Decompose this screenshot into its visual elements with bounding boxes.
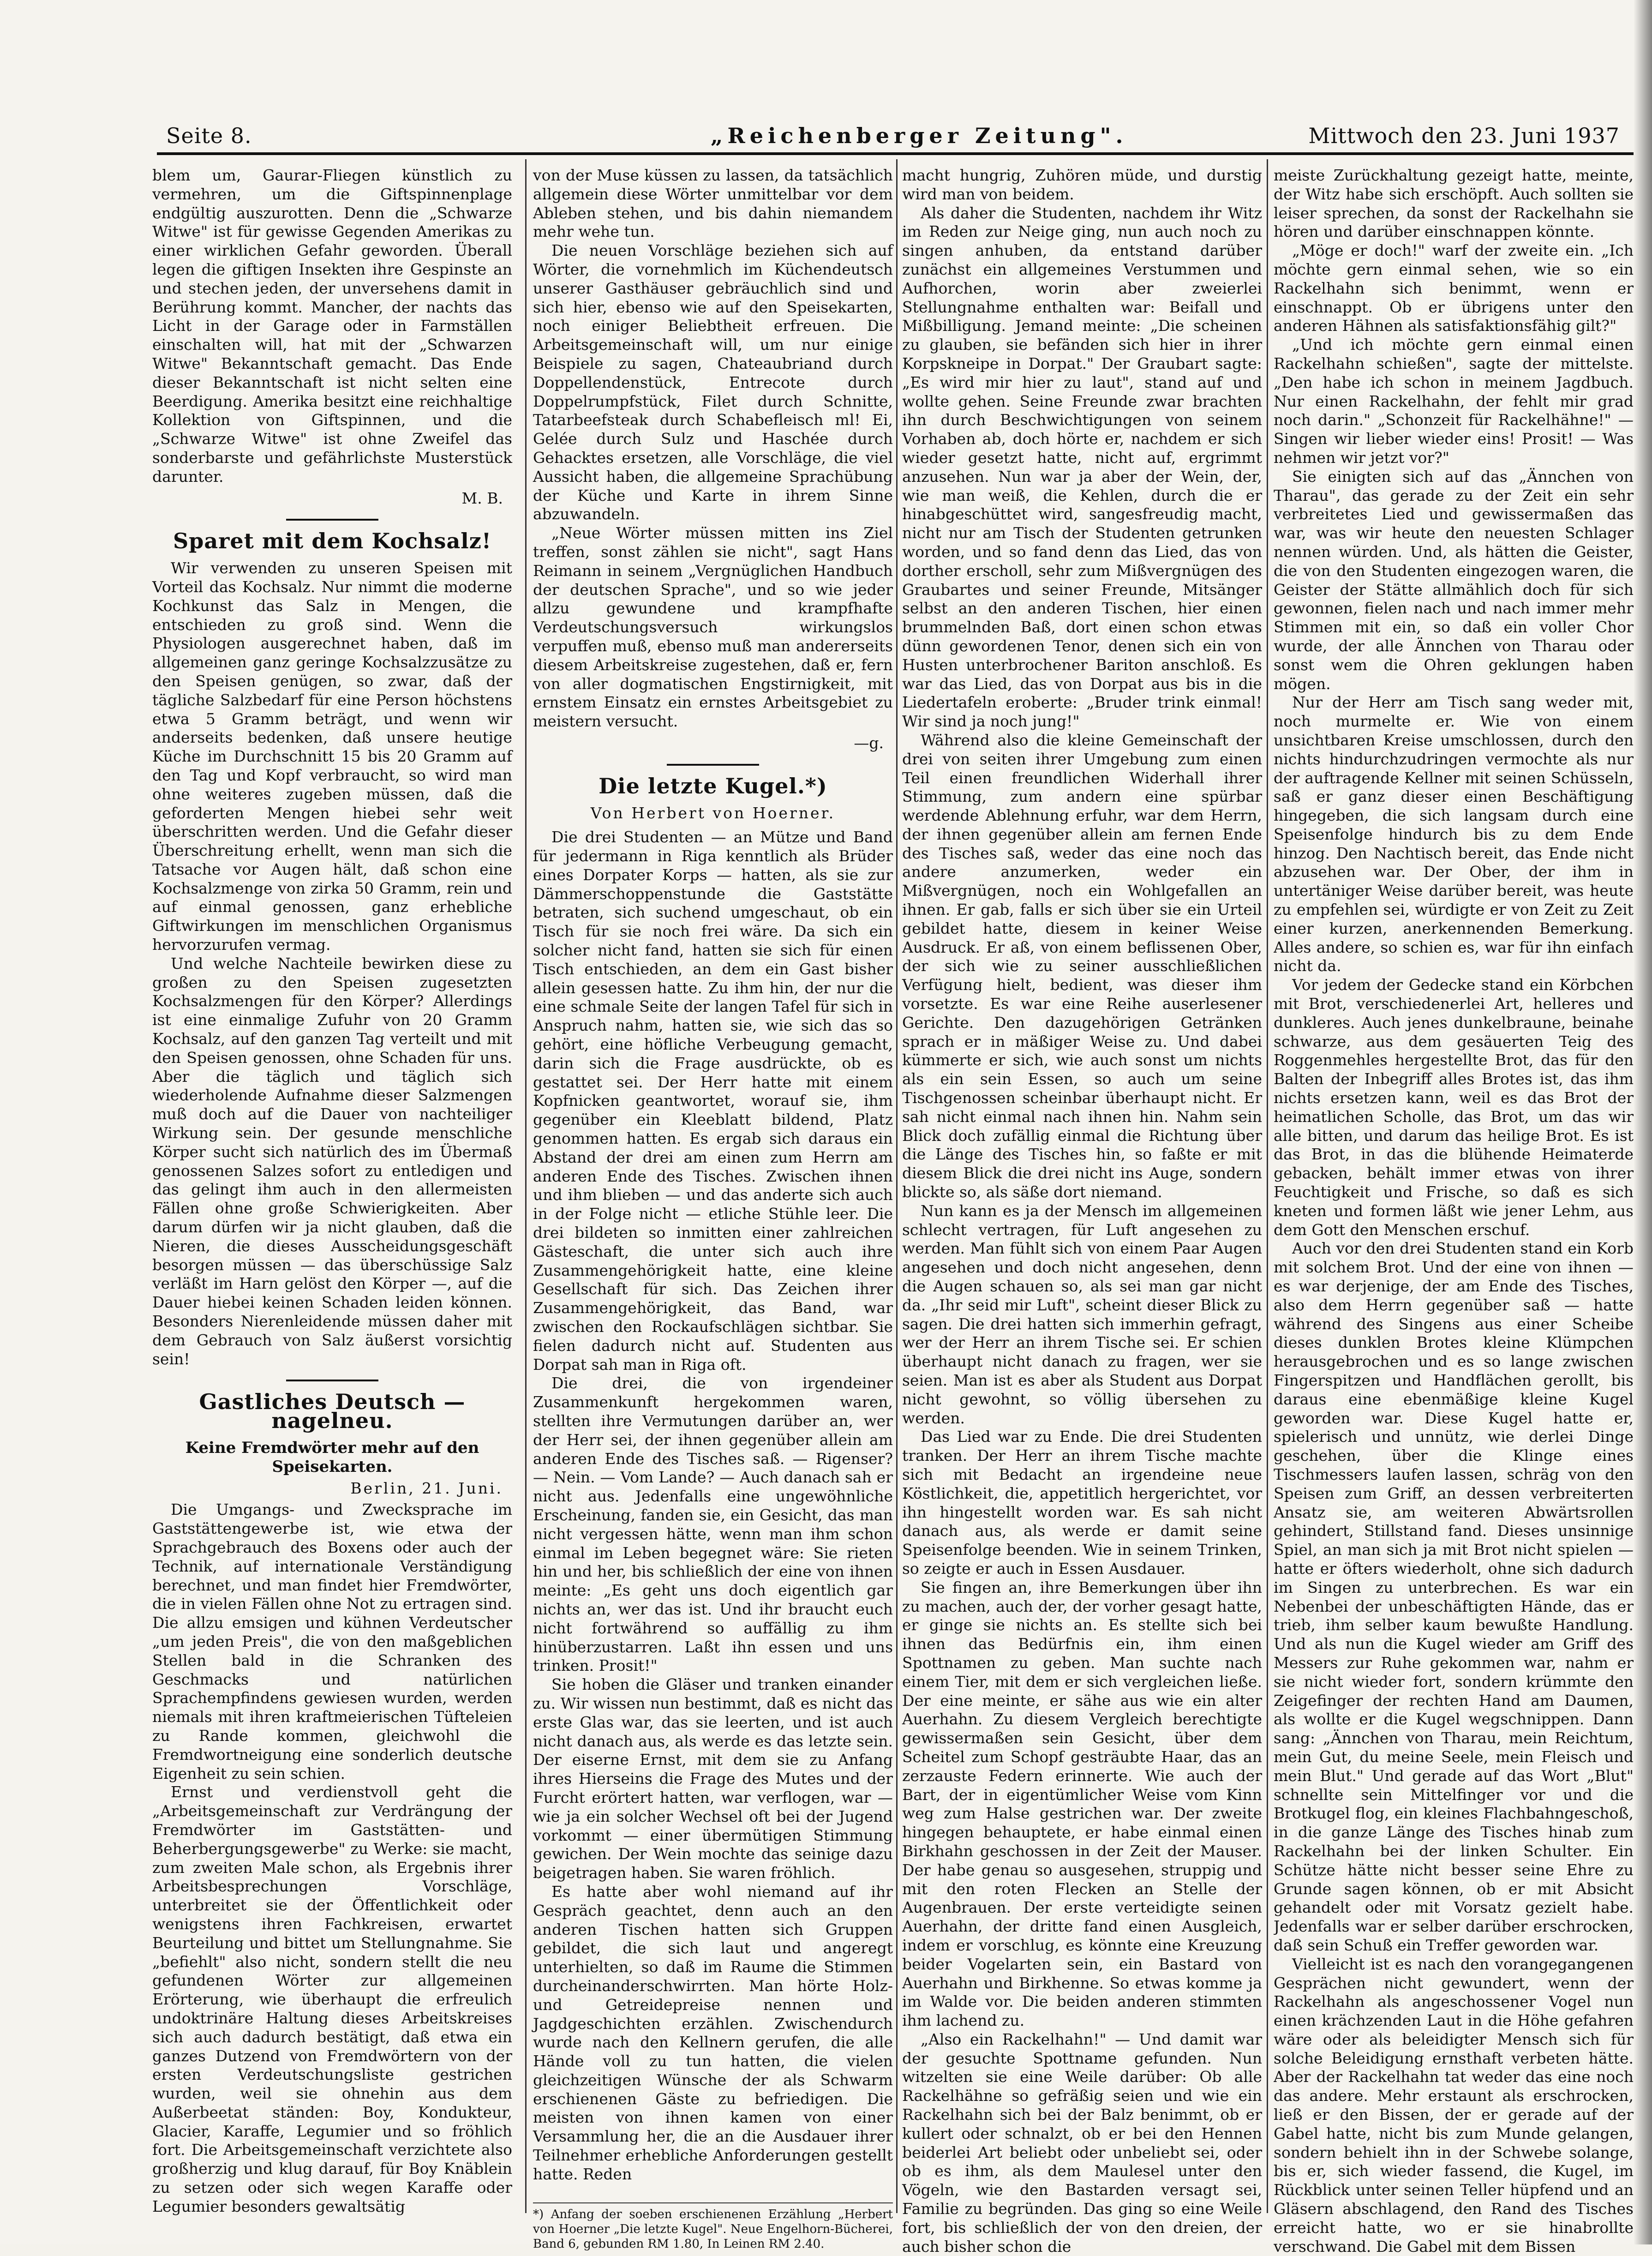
article-subtitle: Keine Fremdwörter mehr auf den Speisekarten. (185, 1439, 479, 1476)
story-paragraph: Sie fingen an, ihre Bemerkungen über ihn zu machen, auch der, der vorher gesagt hatte, er ginge sie nichts an. Es stellte sich bei ihnen das Bedürfnis ein, ihm einen Spottnamen zu geben. Man suchte nach einem Tier, mit dem er sich vergleichen ließe. Der eine meinte, er sähe aus wie ein alter Auerhahn. Zu diesem Vergleich berechtigte gewissermaßen sein Gesicht, über dem Scheitel zum Schopf gesträubte Haar, das an zerzauste Federn erinnerte. Wie auch der Bart, der in eigentümlicher Weise vom Kinn weg zum Halse gestrichen war. Der zweite hingegen behauptete, er habe einmal einen Birkhahn geschossen in der Zeit der Mauser. Der habe genau so ausgesehen, struppig und mit den roten Flecken an Stelle der Augenbrauen. Der erste verteidigte seinen Auerhahn, der dritte fand einen Ausgleich, indem er vorschlug, es könnte eine Kreuzung beider Vogelarten sein, ein Bastard von Auerhahn und Birkhenne. So etwas komme ja im Walde vor. Die beiden anderen stimmten ihm lachend zu. (902, 1578, 1262, 2030)
story-paragraph: Die drei Studenten — an Mütze und Band für jedermann in Riga kenntlich als Brüder eines Dorpater Korps — hatten, als sie zur Dämmerschoppenstunde die Gaststätte betraten, sich suchend umgeschaut, ob ein Tisch für sie noch frei wäre. Da sich ein solcher nicht fand, hatten sie sich für einen Tisch entschieden, an dem ein Gast bisher allein gesessen hatte. Zu ihm hin, der nur die eine schmale Seite der langen Tafel für sich in Anspruch nahm, hatten sie, wie sich das so gehört, eine höfliche Verbeugung gemacht, darin sich die Frage ausdrückte, ob es gestattet sei. Der Herr hatte mit einem Kopfnicken geantwortet, worauf sie, ihm gegenüber ein Kleeblatt bildend, Platz genommen hatten. Es ergab sich daraus ein Abstand der drei am einen zum Herrn am anderen Ende des Tisches. Zwischen ihnen und ihm blieben — und das anderte sich auch in der Folge nicht — etliche Stühle leer. Die drei bildeten so inmitten einer zahlreichen Gästeschaft, die unter sich auch ihre Zusammengehörigkeit hatte, eine kleine Gesellschaft für sich. Das Zeichen ihrer Zusammengehörigkeit, das Band, war zwischen den Rockaufschlägen sichtbar. Sie fielen dadurch nicht auf. Studenten aus Dorpat sah man in Riga oft. (533, 828, 893, 1374)
article-paragraph: Die neuen Vorschläge beziehen sich auf Wörter, die vornehmlich im Küchendeutsch unserer Gasthäuser gebräuchlich sind und sich hier, ebenso wie auf den Speisekarten, noch einiger Beliebtheit erfreuen. Die Arbeitsgemeinschaft will, um nur einige Beispiele zu sagen, Chateaubriand durch Doppellendenstück, Entrecote durch Doppelrumpfstück, Filet durch Schnitte, Tatarbeefsteak durch Schabefleisch ml! Ei, Gelée durch Sulz und Haschée durch Gehacktes ersetzen, alle Vorschläge, die viel Aussicht haben, die allgemeine Sprachübung der Küche und Karte in ihrem Sinne abzuwandeln. (533, 241, 893, 523)
article-paragraph: „Neue Wörter müssen mitten ins Ziel treffen, sonst zählen sie nicht", sagt Hans Reimann in seinem „Vergnüglichen Handbuch der deutschen Sprache", und so wie jeder allzu gewundene und krampfhafte Verdeutschungsversuch wirkungslos verpuffen muß, ebenso muß man andererseits diesem Arbeitskreise zugestehen, daß er, fern von aller dogmatischen Engstirnigkeit, mit ernstem Einsatz ein ernstes Arbeitsgebiet zu meistern versucht. (533, 524, 893, 731)
story-paragraph: meiste Zurückhaltung gezeigt hatte, meinte, der Witz habe sich erschöpft. Auch sollten sie leiser sprechen, da sonst der Rackelhahn sie hören und darüber einschnappen könnte. (1274, 166, 1634, 241)
article-paragraph: Und welche Nachteile bewirken diese zu großen zu den Speisen zugesetzten Kochsalzmengen für den Körper? Allerdings ist eine einmalige Zufuhr von 20 Gramm Kochsalz, auf den ganzen Tag verteilt und mit den Speisen genossen, ohne Schaden für uns. Aber die täglich und täglich sich wiederholende Aufnahme dieser Salzmengen muß doch auf die Dauer von nachteiliger Wirkung sein. Der gesunde menschliche Körper sucht sich natürlich des im Übermaß genossenen Salzes sofort zu entledigen und das gelingt ihm auch in den allermeisten Fällen ohne große Schwierigkeiten. Aber darum dürfen wir ja nicht glauben, daß die Nieren, die dieses Ausscheidungsgeschäft besorgen müssen — das überschüssige Salz verläßt im Harn gelöst den Körper —, auf die Dauer hiebei keinen Schaden leiden können. Besonders Nierenleidende müssen daher mit dem Gebrauch von Salz äußerst vorsichtig sein! (152, 954, 512, 1368)
story-paragraph: Es hatte aber wohl niemand auf ihr Gespräch geachtet, denn auch an den anderen Tischen hatten sich Gruppen gebildet, die sich laut und angeregt unterhielten, so daß im Raume die Stimmen durcheinanderschwirrten. Man hörte Holz- und Getreidepreise nennen und Jagdgeschichten erzählen. Zwischendurch wurde nach den Kellnern gerufen, die alle Hände voll zu tun hatten, die vielen gleichzeitigen Wünsche der als Schwarm erschienenen Gäste zu befriedigen. Die meisten von ihnen kamen von einer Versammlung her, die an die Ausdauer ihrer Teilnehmer erhebliche Anforderungen gestellt hatte. Reden (533, 1882, 893, 2183)
article-dateline: Berlin, 21. Juni. (350, 1479, 503, 1497)
story-paragraph: Die drei, die von irgendeiner Zusammenkunft hergekommen waren, stellten ihre Vermutungen darüber an, wer der Herr sei, der ihnen gegenüber allein am anderen Ende des Tisches saß. — Rigenser? — Nein. — Vom Lande? — Auch danach sah er nicht aus. Jedenfalls eine ungewöhnliche Erscheinung, fanden sie, ein Gesicht, das man nicht vergessen hätte, wenn man ihm schon einmal im Leben begegnet wäre: Sie rieten hin und her, bis schließlich der eine von ihnen meinte: „Es geht uns doch eigentlich gar nichts an, wer das ist. Und ihr braucht euch nicht fortwährend so auffällig zu ihm hinüberzustarren. Laßt ihn essen und uns trinken. Prosit!" (533, 1374, 893, 1675)
footnote: *) Anfang der soeben erschienenen Erzählung „Herbert von Hoerner „Die letzte Kugel". Neue Engelhorn-Bücherei, Band 6, gebunden RM 1.80, In Leinen RM 2.40. (533, 2202, 893, 2251)
story-paragraph: „Und ich möchte gern einmal einen Rackelhahn schießen", sagte der mittelste. „Den habe ich schon in meinem Jagdbuch. Nur einen Rackelhahn, der fehlt mir grad noch darin." „Schonzeit für Rackelhähne!" — Singen wir lieber wieder eins! Prosit! — Was nehmen wir jetzt vor?" (1274, 336, 1634, 467)
page-number: Seite 8. (166, 123, 252, 148)
page-header (166, 118, 1620, 155)
article-title-german: Gastliches Deutsch — nagelneu. (199, 1389, 466, 1434)
story-paragraph: Vielleicht ist es nach den vorangegangenen Gesprächen nicht gewundert, wenn der Rackelhahn als angeschossener Vogel nun einen krächzenden Laut in die Höhe gefahren wäre oder als beleidigter Mensch sich für solche Beleidigung ernsthaft verbeten hätte. Aber der Rackelhahn tat weder das eine noch das andere. Mehr erstaunt als erschrocken, ließ er den Bissen, der er gerade auf der Gabel hatte, nicht bis zum Munde gelangen, sondern behielt ihn in der Schwebe solange, bis er, sich wieder fassend, die Kugel, im Rückblick unter seinen Teller hüpfend und an Gläsern abschlagend, den Rand des Tisches erreicht hatte, wo er sie hinabrollte verschwand. Die Gabel mit dem Bissen (1274, 1955, 1634, 2256)
article-signature: M. B. (461, 489, 503, 507)
story-byline: Von Herbert von Hoerner. (590, 804, 836, 822)
story-paragraph: Das Lied war zu Ende. Die drei Studenten tranken. Der Herr an ihrem Tische machte sich mit Bedacht an irgendeine neue Köstlichkeit, die, appetitlich hergerichtet, vor ihn hingestellt worden war. Es sah nicht danach aus, als werde er damit seine Speisenfolge beenden. Wie in seinem Trinken, so zeigte er auch in Essen Ausdauer. (902, 1428, 1262, 1578)
column-4 (1274, 166, 1634, 2256)
article-continuation: blem um, Gaurar-Fliegen künstlich zu vermehren, um die Giftspinnenplage endgültig auszurotten. Denn die „Schwarze Witwe" ist für gewisse Gegenden Amerikas zu einer wirklichen Gefahr geworden. Überall legen die giftigen Insekten ihre Gespinste an und stechen jeden, der unversehens damit in Berührung kommt. Mancher, der nachts das Licht in der Garage oder in Farmställen einschalten will, hat mit der „Schwarzen Witwe" Bekanntschaft gemacht. Das Ende dieser Bekanntschaft ist nicht selten eine Beerdigung. Amerika besitzt eine reichhaltige Kollektion von Giftspinnen, und die „Schwarze Witwe" ist ohne Zweifel das sonderbarste und gefährlichste Musterstück darunter. (152, 166, 512, 486)
column-3 (902, 166, 1262, 2256)
column-divider (896, 159, 898, 2213)
issue-date: Mittwoch den 23. Juni 1937 (1308, 123, 1620, 148)
article-signature: —g. (854, 733, 884, 752)
story-paragraph: „Möge er doch!" warf der zweite ein. „Ich möchte gern einmal sehen, wie so ein Rackelhahn sich benimmt, wenn er einschnappt. Ob er übrigens unter den anderen Hähnen als satisfaktionsfähig gilt?" (1274, 241, 1634, 335)
section-rule (286, 1380, 378, 1381)
story-paragraph: Während also die kleine Gemeinschaft der drei von seiten ihrer Umgebung zum einen Teil einen freundlichen Widerhall ihrer Stimmung, zum andern eine spürbar werdende Ablehnung erfuhr, war dem Herrn, der ihnen gegenüber allein am fernen Ende des Tisches saß, weder das eine noch das andere anzumerken, weder ein Mißvergnügen, noch ein Wohlgefallen an ihnen. Er gab, falls er sich über sie ein Urteil gebildet hatte, diesem in keiner Weise Ausdruck. Er aß, von einem beflissenen Ober, der sich wie zu seiner ausschließlichen Verfügung hielt, bedient, was dieser ihm vorsetzte. Es war eine Reihe auserlesener Gerichte. Den dazugehörigen Getränken sprach er in mäßiger Weise zu. Und dabei kümmerte er sich, wie auch sonst um nichts als ein sein Essen, so auch um seine Tischgenossen scheinbar überhaupt nicht. Er sah nicht einmal nach ihnen hin. Nahm sein Blick doch zufällig einmal die Richtung über die Länge des Tisches hin, so faßte er mit diesem Blick die drei nicht ins Auge, sondern blickte so, als säße dort niemand. (902, 731, 1262, 1201)
article-paragraph: Die Umgangs- und Zwecksprache im Gaststättengewerbe ist, wie etwa der Sprachgebrauch des Boxens oder auch der Technik, auf internationale Verständigung berechnet, und man findet hier Fremdwörter, die in vielen Fällen ohne Not zu ertragen sind. Die allzu emsigen und kühnen Verdeutscher „um jeden Preis", die von den maßgeblichen Stellen bald in die Schranken des Geschmacks und natürlichen Sprachempfindens gewiesen wurden, werden niemals mit ihren kraftmeierischen Tüfteleien zu Rande kommen, gleichwohl die Fremdwortneigung eine sonderlich deutsche Eigenheit zu sein schien. (152, 1500, 512, 1782)
column-divider (1267, 159, 1268, 2213)
story-paragraph: Auch vor den drei Studenten stand ein Korb mit solchem Brot. Und der eine von ihnen — es war derjenige, der am Ende des Tisches, also dem Herrn gegenüber saß — hatte während des Singens aus einer Scheibe dieses dunklen Brotes kleine Klümpchen herausgebrochen und es so lange zwischen Fingerspitzen und Handflächen gerollt, bis daraus eine ebenmäßige kleine Kugel geworden war. Diese Kugel hatte er, spielerisch und unnütz, wie derlei Dinge geschehen, über die Klinge eines Tischmessers laufen lassen, schräg von den Speisen zum Griff, an dessen verbreiterten Ansatz sie, am weiteren Abwärtsrollen gehindert, Stillstand fand. Dieses unsinnige Spiel, an man sich ja mit Brot nicht spielen — hatte er öfters wiederholt, ohne sich dadurch im Singen zu unterbrechen. Es war ein Nebenbei der unbeschäftigten Hände, das er trieb, ihm selber kaum bewußte Handlung. Und als nun die Kugel wieder am Griff des Messers zur Ruhe gekommen war, nahm er sie nicht wieder fort, sondern krümmte den Zeigefinger der rechten Hand am Daumen, als wollte er die Kugel wegschnippen. Dann sang: „Ännchen von Tharau, mein Reichtum, mein Gut, du meine Seele, mein Fleisch und mein Blut." Und gerade auf das Wort „Blut" schnellte sein Mittelfinger vor und die Brotkugel flog, ein kleines Flachbahngeschoß, in die ganze Länge des Tisches hinab zum Rackelhahn bei der linken Schulter. Ein Schütze hätte nicht besser seine Ehre zu Grunde sagen können, ob er mit Absicht gehandelt oder mit Vorsatz gezielt habe. Jedenfalls war er selber darüber erschrocken, daß sein Schuß ein Treffer geworden war. (1274, 1239, 1634, 1954)
column-2 (533, 166, 893, 2251)
column-1 (152, 166, 512, 2216)
story-paragraph: Nun kann es ja der Mensch im allgemeinen schlecht vertragen, für Luft angesehen zu werden. Man fühlt sich von einem Paar Augen angesehen und doch nicht angesehen, denn die Augen schauen so, als sei man gar nicht da. „Ihr seid mir Luft", scheint dieser Blick zu sagen. Die drei hatten sich immerhin gefragt, wer der Herr an ihrem Tische sei. Er schien überhaupt nicht danach zu fragen, wer sie seien. Man ist es aber als Student aus Dorpat nicht gewohnt, so völlig übersehen zu werden. (902, 1201, 1262, 1427)
section-rule (667, 764, 759, 766)
masthead: „Reichenberger Zeitung". (711, 123, 1128, 148)
article-continuation: von der Muse küssen zu lassen, da tatsächlich allgemein diese Wörter unmittelbar vor dem Ableben stehen, und bis dahin niemandem mehr wehe tun. (533, 166, 893, 241)
article-title-salt: Sparet mit dem Kochsalz! (173, 528, 492, 554)
story-paragraph: Nur der Herr am Tisch sang weder mit, noch murmelte er. Wie von einem unsichtbaren Kreise umschlossen, durch den nichts hindurchzudringen vermochte als nur der auftragende Kellner mit seinen Schüsseln, saß er ganz dieser einen Beschäftigung hingegeben, die sich langsam durch eine Speisenfolge hindurch bis zu dem Ende hinzog. Den Nachtisch bereit, das Ende nicht abzusehen war. Der Ober, der ihm in untertäniger Weise darüber bereit, was heute zu empfehlen sei, würdigte er von Zeit zu Zeit einer kurzen, anerkennenden Bemerkung. Alles andere, so schien es, war für ihn einfach nicht da. (1274, 693, 1634, 975)
article-paragraph: Wir verwenden zu unseren Speisen mit Vorteil das Kochsalz. Nur nimmt die moderne Kochkunst das Salz in Mengen, die entschieden zu groß sind. Wenn die Physiologen ausgerechnet haben, daß im allgemeinen ganz geringe Kochsalzzusätze zu den Speisen genügen, so zwar, daß der tägliche Salzbedarf für eine Person höchstens etwa 5 Gramm beträgt, und wenn wir anderseits bedenken, daß unsere heutige Küche im Durchschnitt 15 bis 20 Gramm auf den Tag und Kopf verbraucht, so wird man ohne weiteres zugeben müssen, daß die geforderten Mengen hiebei sehr weit überschritten werden. Und die Gefahr dieser Überschreitung erhellt, wenn man sich die Tatsache vor Augen hält, daß schon eine Kochsalzmenge von zirka 50 Gramm, rein und auf einmal genossen, ganz erhebliche Giftwirkungen im menschlichen Organismus hervorzurufen vermag. (152, 559, 512, 954)
column-divider (525, 159, 527, 2213)
story-paragraph: macht hungrig, Zuhören müde, und durstig wird man von beidem. (902, 166, 1262, 203)
scan-edge-shadow (1634, 0, 1652, 2244)
story-paragraph: „Also ein Rackelhahn!" — Und damit war der gesuchte Spottname gefunden. Nun witzelten sie eine Weile darüber: Ob alle Rackelhähne so gefräßig seien und wie ein Rackelhahn sich bei der Balz benimmt, ob er kullert oder schnalzt, ob er bei den Hennen beiderlei Art beliebt oder unbeliebt sei, oder ob es ihm, als dem Maulesel unter den Vögeln, wie den Bastarden versagt sei, Familie zu begründen. Das ging so eine Weile fort, bis schließlich der von den dreien, der auch bisher schon die (902, 2030, 1262, 2256)
story-paragraph: Sie einigten sich auf das „Ännchen von Tharau", das gerade zu der Zeit ein sehr verbreitetes Lied und gewissermaßen das war, was wir heute den neuesten Schlager nennen würden. Und, als hätten die Geister, die von den Studenten eingezogen waren, die Geister der Stätte allmählich doch für sich gewonnen, fielen nach und nach immer mehr Stimmen mit ein, so daß ein voller Chor wurde, der alle Ännchen von Tharau oder sonst wem die Ohren geklungen haben mögen. (1274, 467, 1634, 693)
story-paragraph: Als daher die Studenten, nachdem ihr Witz im Reden zur Neige ging, nun auch noch zu singen anhuben, da entstand darüber zunächst ein allgemeines Verstummen und Aufhorchen, worin aber zweierlei Stellungnahme enthalten war: Beifall und Mißbilligung. Jemand meinte: „Die scheinen zu glauben, sie befänden sich hier in ihrer Korpskneipe in Dorpat." Der Graubart sagte: „Es wird mir hier zu laut", stand auf und wollte gehen. Seine Freunde zwar brachten ihn durch Beschwichtigungen von seinem Vorhaben ab, doch hörte er, nachdem er sich wieder gesetzt hatte, nicht auf, ergrimmt anzusehen. Nun war ja aber der Wein, der, wie man weiß, die Kehlen, durch die er hinabgeschüttet wird, sangesfreudig macht, nicht nur am Tisch der Studenten getrunken worden, und so fand denn das Lied, das von dorther erscholl, sehr zum Mißvergnügen des Graubartes und seiner Freunde, Mitsänger selbst an den anderen Tischen, hier einen brummelnden Baß, dort einen schon etwas dünn gewordenen Tenor, denen sich ein von Husten unterbrochener Bariton anschloß. Es war das Lied, das von Dorpat aus bis in die Liedertafeln eroberte: „Bruder trink einmal! Wir sind ja noch jung!" (902, 204, 1262, 731)
story-paragraph: Sie hoben die Gläser und tranken einander zu. Wir wissen nun bestimmt, daß es nicht das erste Glas war, das sie leerten, und ist auch nicht danach aus, als werde es das letzte sein. Der eiserne Ernst, mit dem sie zu Anfang ihres Hierseins die Frage des Mutes und der Furcht erörtert hatten, war verflogen, war — wie ja ein solcher Wechsel oft bei der Jugend vorkommt — einer übermütigen Stimmung gewichen. Der Wein mochte das seinige dazu beigetragen haben. Sie waren fröhlich. (533, 1675, 893, 1882)
header-rule (157, 152, 1634, 155)
article-paragraph: Ernst und verdienstvoll geht die „Arbeitsgemeinschaft zur Verdrängung der Fremdwörter im Gaststätten- und Beherbergungsgewerbe" zu Werke: sie macht, zum zweiten Male schon, als Ergebnis ihrer Arbeitsbesprechungen Vorschläge, unterbreitet sie der Öffentlichkeit oder wenigstens ihren Fachkreisen, erwartet Beurteilung und bittet um Stellungnahme. Sie „befiehlt" also nicht, sondern stellt die neu gefundenen Wörter zur allgemeinen Erörterung, wie überhaupt die erfreulich undoktrinäre Haltung dieses Arbeitskreises sich auch dadurch bestätigt, daß etwa ein ganzes Dutzend von Fremdwörtern von der ersten Verdeutschungsliste gestrichen wurden, weil sie ohnehin aus dem Außerbeetat ständen: Boy, Kondukteur, Glacier, Karaffe, Legumier und so fröhlich fort. Die Arbeitsgemeinschaft verzichtete also großherzig und klug darauf, für Boy Knäblein zu setzen oder sich wegen Karaffe oder Legumier besonders gewaltsätig (152, 1783, 512, 2215)
story-title: Die letzte Kugel.*) (599, 773, 827, 798)
section-rule (286, 519, 378, 521)
story-paragraph: Vor jedem der Gedecke stand ein Körbchen mit Brot, verschiedenerlei Art, helleres und dunkleres. Auch jenes dunkelbraune, beinahe schwarze, aus dem gesäuerten Teig des Roggenmehles hergestellte Brot, das für den Balten der Inbegriff alles Brotes ist, das ihm nichts ersetzen kann, weil es das Brot der heimatlichen Scholle, das Brot, um das wir alle bitten, und darum das heilige Brot. Es ist das Brot, in das die blühende Heimaterde gebacken, behält immer etwas von ihrer Feuchtigkeit und Frische, so daß es sich kneten und formen läßt wie jener Lehm, aus dem Gott den Menschen erschuf. (1274, 976, 1634, 1239)
